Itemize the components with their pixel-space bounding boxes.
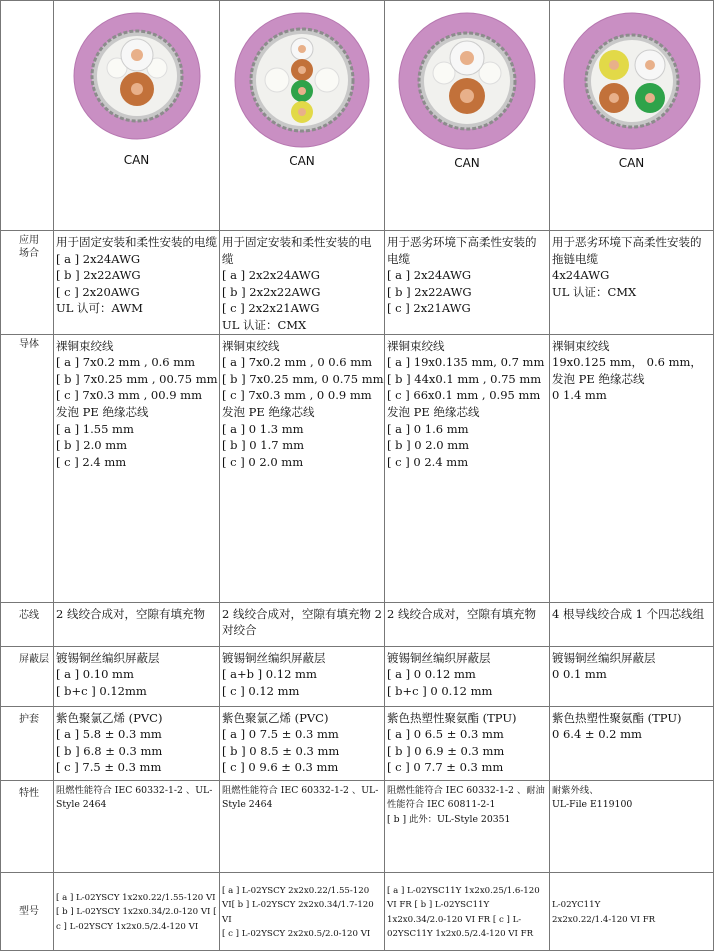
cable-col-1 <box>54 1 220 231</box>
jacket-cell <box>220 706 385 780</box>
cell-line: [ a ] 5.8 ± 0.3 mm <box>56 727 162 742</box>
cell-line: 阻燃性能符合 IEC 60332-1-2 、UL-Style 2464 <box>56 784 213 811</box>
cell-line: 19x0.125 mm， 0.6 mm， 发泡 PE 绝缘芯线 <box>552 355 702 386</box>
cell-line: 4x24AWG <box>552 268 610 283</box>
row-label-line: 应用 <box>19 235 39 246</box>
cell-line: 2 线绞合成对，空隙有填充物 <box>387 606 536 621</box>
cell-line: 紫色聚氯乙烯 (PVC) <box>222 710 329 725</box>
cell-line: 用于恶劣环境下高柔性安装的拖链电缆 <box>552 235 702 266</box>
model-cell <box>54 872 220 950</box>
cell-line: 发泡 PE 绝缘芯线 <box>222 404 315 419</box>
cell-line: [ b ] 2x22AWG <box>56 268 141 283</box>
cell-line: [ a ] 19x0.135 mm, 0.7 mm <box>387 355 545 370</box>
conductor-row <box>1 334 714 602</box>
cell-line: [ a ] 0 0.12 mm <box>387 667 476 682</box>
model-cell <box>220 872 385 950</box>
row-label-model: 型号 <box>1 872 54 950</box>
cell-line: 2 线绞合成对，空隙有填充物 2 对绞合 <box>222 606 382 638</box>
core-row <box>1 602 714 646</box>
cell-line: [ a ] 0 1.6 mm <box>387 421 469 436</box>
cable-caption: CAN <box>123 153 150 167</box>
image-row <box>1 1 714 231</box>
properties-cell <box>220 780 385 872</box>
cell-line: 阻燃性能符合 IEC 60332-1-2 、耐油性能符合 IEC 60811-2-1 <box>387 784 545 811</box>
cell-line: [ c ] L-02YSCY 2x2x0.5/2.0-120 VI <box>222 929 371 940</box>
cell-line: [ b ] 6.8 ± 0.3 mm <box>56 743 163 758</box>
cell-line: [ b ] 此外：UL-Style 20351 <box>387 814 511 826</box>
cable-caption: CAN <box>618 156 645 170</box>
jacket-cell <box>550 706 714 780</box>
cell-line: [ a ] 7x0.2 mm , 0.6 mm <box>56 355 196 370</box>
cell-line: [ c ] 0.12 mm <box>222 683 300 698</box>
cell-line: 镀锡铜丝编织屏蔽层 <box>552 650 656 665</box>
cable-cross-section-icon <box>233 11 371 149</box>
cell-line: [ c ] 2x20AWG <box>56 284 140 299</box>
cell-line: 裸铜束绞线 <box>552 338 610 353</box>
cell-line: 用于固定安装和柔性安装的电缆 <box>222 235 372 266</box>
shield-cell <box>385 646 550 706</box>
cell-line: 2 线绞合成对，空隙有填充物 <box>56 606 205 621</box>
cell-line: 0 0.1 mm <box>552 667 607 682</box>
cell-line: [ b ] 2x2x22AWG <box>222 284 321 299</box>
cell-line: [ b ] 44x0.1 mm , 0.75 mm <box>387 371 542 386</box>
cell-line: [ c ] 7x0.3 mm , 0 0.9 mm <box>222 388 372 403</box>
cable-cross-section-icon <box>72 11 202 141</box>
jacket-cell <box>54 706 220 780</box>
application-cell <box>550 231 714 335</box>
cable-caption: CAN <box>289 154 315 168</box>
core-cell <box>220 602 385 646</box>
cell-line: [ c ] 7x0.3 mm , 00.9 mm <box>56 388 202 403</box>
conductor-cell <box>220 334 385 602</box>
cell-line: [ a ] 2x24AWG <box>56 251 141 266</box>
row-label-conductor: 导体 <box>1 334 54 602</box>
cell-line: [ a ] 0 6.5 ± 0.3 mm <box>387 727 504 742</box>
cell-line: 4 根导线绞合成 1 个四芯线组 <box>552 606 705 621</box>
cable-cross-section-icon <box>562 11 702 151</box>
cell-line: [ a ] 0 7.5 ± 0.3 mm <box>222 727 339 742</box>
cable-col-2 <box>220 1 385 231</box>
cell-line: [ b ] 0 2.0 mm <box>387 438 470 453</box>
cell-line: [ c ] 7.5 ± 0.3 mm <box>56 760 162 775</box>
cell-line: L-02YC11Y <box>552 900 601 911</box>
cell-line: [ a ] L-02YSC11Y 1x2x0.25/1.6-120 VI FR [ b ] L-02YSC11Y 1x2x0.34/2.0-120 VI FR [ c ] L-02YSC11Y 1x2x0.5/2.4-120 VI FR <box>387 885 540 940</box>
cell-line: [ a ] 2x2x24AWG <box>222 268 320 283</box>
cell-line: 耐紫外线、 <box>552 784 599 796</box>
cell-line: [ a ] 7x0.2 mm , 0 0.6 mm <box>222 355 373 370</box>
cell-line: 发泡 PE 绝缘芯线 <box>387 404 480 419</box>
cell-line: [ b ] 2x22AWG <box>387 284 472 299</box>
cell-line: 紫色热塑性聚氨酯 (TPU) <box>552 710 682 725</box>
cell-line: 紫色聚氯乙烯 (PVC) <box>56 710 163 725</box>
properties-row <box>1 780 714 872</box>
cell-line: [ a ] 1.55 mm <box>56 421 134 436</box>
cell-line: [ c ] 0 2.0 mm <box>222 454 304 469</box>
application-row <box>1 231 714 335</box>
cell-line: [ b ] 2.0 mm <box>56 438 128 453</box>
cell-line: 发泡 PE 绝缘芯线 <box>56 404 149 419</box>
cell-line: [ a+b ] 0.12 mm <box>222 667 317 682</box>
cell-line: 2x2x0.22/1.4-120 VI FR <box>552 914 656 925</box>
cell-line: [ a ] 0.10 mm <box>56 667 134 682</box>
jacket-cell <box>385 706 550 780</box>
cable-col-4 <box>550 1 714 231</box>
cell-line: 镀锡铜丝编织屏蔽层 <box>222 650 326 665</box>
cell-line: [ c ] 66x0.1 mm , 0.95 mm <box>387 388 541 403</box>
application-cell <box>385 231 550 335</box>
conductor-cell <box>550 334 714 602</box>
properties-cell <box>54 780 220 872</box>
model-row <box>1 872 714 950</box>
row-label-properties: 特性 <box>1 780 54 872</box>
cell-line: [ b ] 0 6.9 ± 0.3 mm <box>387 743 505 758</box>
cell-line: [ b ] 7x0.25 mm, 0 0.75 mm <box>222 371 384 386</box>
cell-line: [ b ] 0 1.7 mm <box>222 438 305 453</box>
cell-line: [ b ] 0 8.5 ± 0.3 mm <box>222 743 340 758</box>
cell-line: UL 认可：AWM <box>56 301 143 316</box>
cell-line: UL 认证：CMX <box>222 317 307 332</box>
cell-line: 用于固定安装和柔性安装的电缆 <box>56 235 217 249</box>
row-label-core: 芯线 <box>1 602 54 646</box>
shield-cell <box>54 646 220 706</box>
conductor-cell <box>54 334 220 602</box>
cell-line: [ a ] L-02YSCY 2x2x0.22/1.55-120 VI[ b ] L-02YSCY 2x2x0.34/1.7-120 VI <box>222 885 374 925</box>
cell-line: [ c ] 2x21AWG <box>387 301 471 316</box>
properties-cell <box>385 780 550 872</box>
cell-line: 紫色热塑性聚氨酯 (TPU) <box>387 710 517 725</box>
cell-line: 裸铜束绞线 <box>56 338 114 353</box>
shield-row <box>1 646 714 706</box>
cell-line: [ b ] 7x0.25 mm , 00.75 mm <box>56 371 218 386</box>
cell-line: [ c ] 2x2x21AWG <box>222 301 320 316</box>
row-label-jacket: 护套 <box>1 706 54 780</box>
row-label-shield: 屏蔽层 <box>1 646 54 706</box>
cell-line: [ a ] 0 1.3 mm <box>222 421 304 436</box>
core-cell <box>385 602 550 646</box>
cell-line: [ b+c ] 0 0.12 mm <box>387 683 493 698</box>
conductor-cell <box>385 334 550 602</box>
application-cell <box>54 231 220 335</box>
cell-line: UL-File E119100 <box>552 799 633 811</box>
core-cell <box>54 602 220 646</box>
row-label-application <box>1 231 54 335</box>
application-cell <box>220 231 385 335</box>
cell-line: [ c ] 0 7.7 ± 0.3 mm <box>387 760 504 775</box>
cell-line: [ c ] 0 9.6 ± 0.3 mm <box>222 760 339 775</box>
model-cell <box>550 872 714 950</box>
shield-cell <box>550 646 714 706</box>
cable-caption: CAN <box>454 156 480 170</box>
cell-line: 裸铜束绞线 <box>387 338 445 353</box>
corner-cell <box>1 1 54 231</box>
cell-line: UL 认证：CMX <box>552 284 637 299</box>
cell-line: 镀锡铜丝编织屏蔽层 <box>56 650 160 665</box>
cell-line: [ c ] 0 2.4 mm <box>387 454 469 469</box>
cell-line: 0 6.4 ± 0.2 mm <box>552 727 642 742</box>
cable-cross-section-icon <box>397 11 537 151</box>
row-label-line: 场合 <box>19 248 39 259</box>
cell-line: 阻燃性能符合 IEC 60332-1-2 、UL-Style 2464 <box>222 784 379 811</box>
cell-line: [ b+c ] 0.12mm <box>56 683 147 698</box>
shield-cell <box>220 646 385 706</box>
cell-line: 裸铜束绞线 <box>222 338 280 353</box>
cable-col-3 <box>385 1 550 231</box>
cell-line: [ c ] 2.4 mm <box>56 454 127 469</box>
cell-line: 镀锡铜丝编织屏蔽层 <box>387 650 491 665</box>
core-cell <box>550 602 714 646</box>
jacket-row <box>1 706 714 780</box>
cell-line: [ a ] 2x24AWG <box>387 268 472 283</box>
model-cell <box>385 872 550 950</box>
properties-cell <box>550 780 714 872</box>
cell-line: 用于恶劣环境下高柔性安装的电缆 <box>387 235 537 266</box>
cell-line: [ a ] L-02YSCY 1x2x0.22/1.55-120 VI [ b ] L-02YSCY 1x2x0.34/2.0-120 VI [ c ] L-02YSCY 1x2x0.5/2.4-120 VI <box>56 892 217 932</box>
cell-line: 0 1.4 mm <box>552 388 607 403</box>
